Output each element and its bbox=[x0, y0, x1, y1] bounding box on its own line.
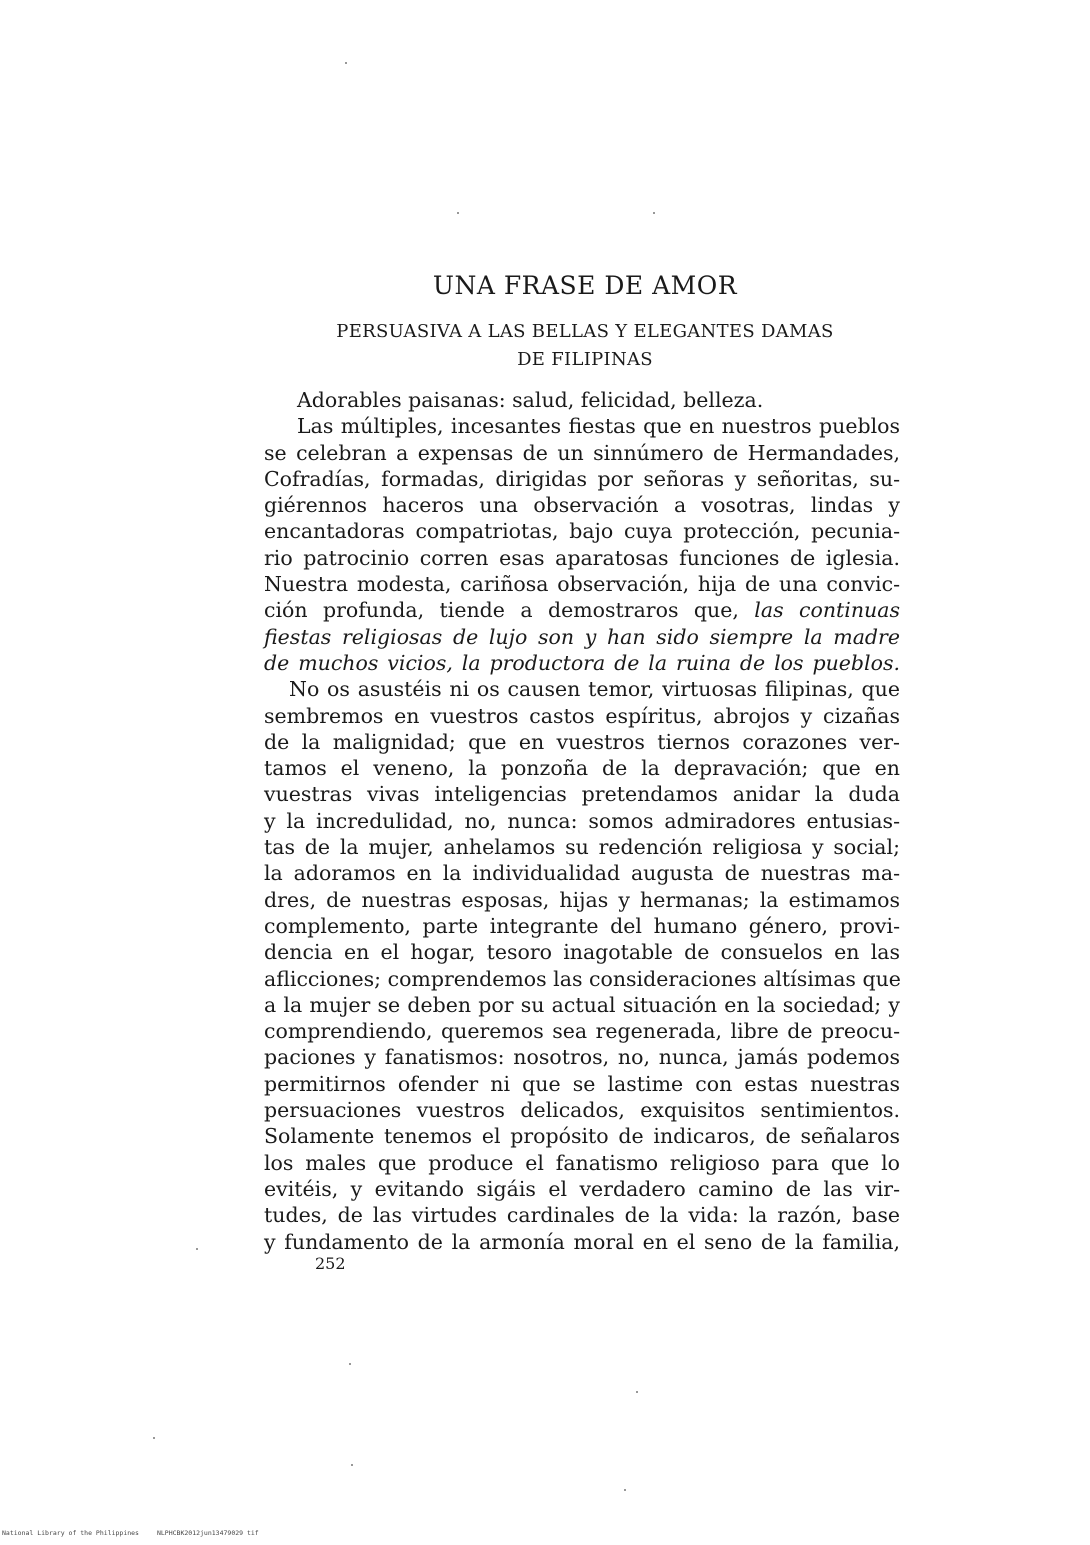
text-line: dres, de nuestras esposas, hijas y hermanas; la estimamos bbox=[264, 887, 900, 912]
scan-speck bbox=[653, 212, 655, 214]
text-line: permitirnos ofender ni que se lastime con estas nuestras bbox=[264, 1071, 900, 1096]
text-line: giérennos haceros una observación a vosotras, lindas y bbox=[264, 493, 900, 518]
text-line: tas de la mujer, anhelamos su redención religiosa y social; bbox=[264, 835, 900, 860]
text-line: tudes, de las virtudes cardinales de la vida: la razón, base bbox=[264, 1203, 900, 1228]
scan-speck bbox=[457, 212, 459, 214]
text-line: aflicciones; comprendemos las consideraciones altísimas que bbox=[264, 966, 901, 991]
italic-text-line: fiestas religiosas de lujo son y han sido siempre la madre bbox=[264, 624, 900, 649]
text-line: rio patrocinio corren esas aparatosas funciones de iglesia. bbox=[264, 545, 900, 570]
text-segment: ción profunda, tiende a demostraros que, bbox=[264, 598, 739, 623]
text-line: comprendiendo, queremos sea regenerada, libre de preocu- bbox=[264, 1019, 900, 1044]
italic-segment: las continuas bbox=[754, 598, 900, 623]
scan-speck bbox=[349, 1363, 351, 1365]
text-line: persuaciones vuestros delicados, exquisitos sentimientos. bbox=[264, 1098, 900, 1123]
subtitle-line: DE FILIPINAS bbox=[517, 349, 653, 370]
footer-file-id: NLPHCBK2012jun13479029 tif bbox=[156, 1529, 259, 1537]
text-line: y la incredulidad, no, nunca: somos admiradores entusias- bbox=[264, 808, 900, 833]
italic-text-line: de muchos vicios, la productora de la ruina de los pueblos. bbox=[264, 650, 900, 675]
text-line: vuestras vivas inteligencias pretendamos anidar la duda bbox=[264, 782, 900, 807]
text-line: sembremos en vuestros castos espíritus, abrojos y cizañas bbox=[264, 703, 900, 728]
text-line: los males que produce el fanatismo religioso para que lo bbox=[264, 1150, 900, 1175]
scan-footer bbox=[2, 1529, 259, 1537]
text-line: se celebran a expensas de un sinnúmero de Hermandades, bbox=[264, 440, 900, 465]
footer-library: National Library of the Philippines bbox=[2, 1529, 139, 1537]
text-line-mixed bbox=[264, 597, 900, 623]
text-line: complemento, parte integrante del humano género, provi- bbox=[264, 913, 900, 938]
text-line: encantadoras compatriotas, bajo cuya protección, pecunia- bbox=[264, 519, 900, 544]
body-text bbox=[264, 387, 900, 1255]
scan-speck bbox=[153, 1437, 155, 1439]
scan-speck bbox=[196, 1248, 198, 1250]
text-line: Adorables paisanas: salud, felicidad, belleza. bbox=[297, 388, 764, 412]
text-line: dencia en el hogar, tesoro inagotable de consuelos en las bbox=[264, 940, 900, 965]
text-line: Solamente tenemos el propósito de indicaros, de señalaros bbox=[264, 1124, 900, 1149]
text-line: Nuestra modesta, cariñosa observación, hija de una convic- bbox=[264, 572, 900, 597]
text-line: a la mujer se deben por su actual situación en la sociedad; y bbox=[264, 992, 900, 1017]
text-line: Cofradías, formadas, dirigidas por señoras y señoritas, su- bbox=[264, 466, 900, 491]
text-line: de la malignidad; que en vuestros tiernos corazones ver- bbox=[264, 729, 900, 754]
text-line: Las múltiples, incesantes fiestas que en nuestros pueblos bbox=[297, 414, 900, 439]
scan-speck bbox=[351, 1464, 353, 1466]
text-line: evitéis, y evitando sigáis el verdadero camino de las vir- bbox=[264, 1176, 900, 1201]
text-line: la adoramos en la individualidad augusta de nuestras ma- bbox=[264, 861, 900, 886]
scan-speck bbox=[624, 1489, 626, 1491]
text-line: tamos el veneno, la ponzoña de la depravación; que en bbox=[264, 756, 900, 781]
text-line: paciones y fanatismos: nosotros, no, nunca, jamás podemos bbox=[264, 1045, 900, 1070]
chapter-subtitle bbox=[300, 318, 870, 374]
page-number: 252 bbox=[315, 1254, 346, 1273]
scan-speck bbox=[636, 1391, 638, 1393]
subtitle-line: PERSUASIVA A LAS BELLAS Y ELEGANTES DAMAS bbox=[336, 321, 834, 342]
text-line: y fundamento de la armonía moral en el seno de la familia, bbox=[264, 1229, 900, 1254]
chapter-title: UNA FRASE DE AMOR bbox=[432, 271, 738, 300]
scan-speck bbox=[345, 62, 347, 64]
text-line: No os asustéis ni os causen temor, virtuosas filipinas, que bbox=[289, 677, 900, 702]
